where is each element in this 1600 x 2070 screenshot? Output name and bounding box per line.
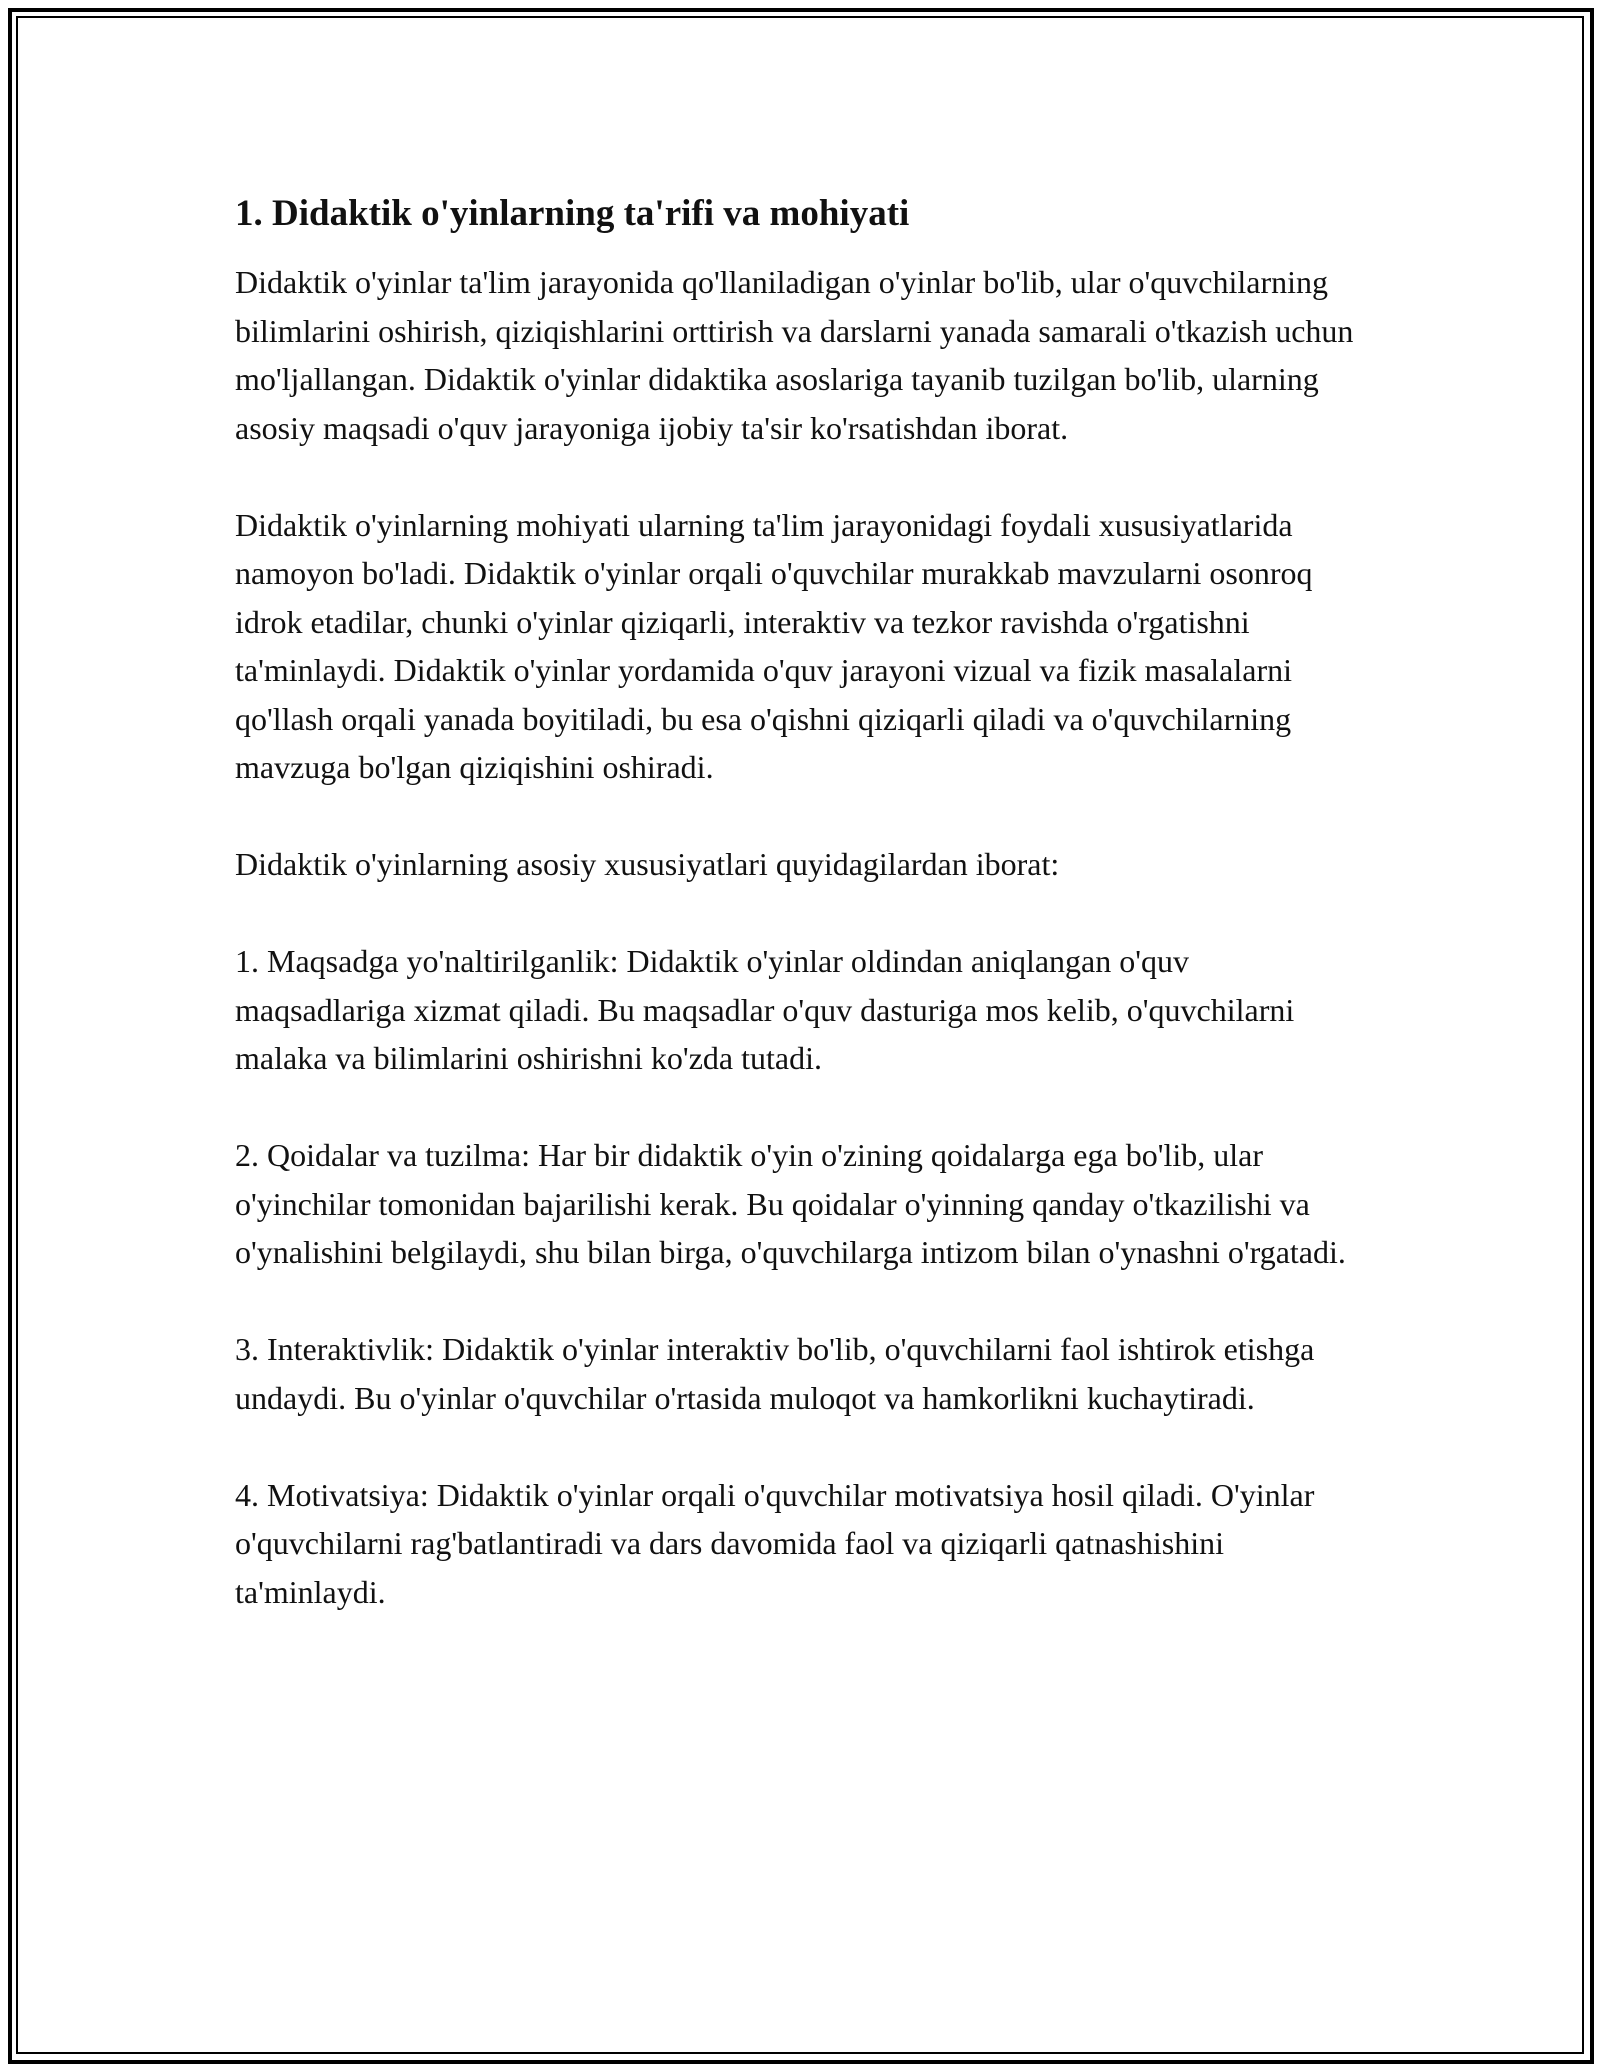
paragraph-essence: Didaktik o'yinlarning mohiyati ularning ta'lim jarayonidagi foydali xususiyatlarida namoyon bo'ladi. Didaktik o'yinlar orqali o'quvchilar murakkab mavzularni osonroq idrok etadilar, chunki o'yinlar qiziqarli, interaktiv va tezkor ravishda o'rgatishni ta'minlaydi. Didaktik o'yinlar yordamida o'quv jarayoni vizual va fizik masalalarni qo'llash orqali yanada boyitiladi, bu esa o'qishni qiziqarli qiladi va o'quvchilarning mavzuga bo'lgan qiziqishini oshiradi. [235, 506, 1313, 785]
list-item-purpose: 1. Maqsadga yo'naltirilganlik: Didaktik o'yinlar oldindan aniqlangan o'quv maqsadlariga xizmat qiladi. Bu maqsadlar o'quv dasturiga mos kelib, o'quvchilarni malaka va bilimlarini oshirishni ko'zda tutadi. [235, 943, 1295, 1076]
list-item-interactivity: 3. Interaktivlik: Didaktik o'yinlar interaktiv bo'lib, o'quvchilarni faol ishtirok etishga undaydi. Bu o'yinlar o'quvchilar o'rtasida muloqot va hamkorlikni kuchaytiradi. [235, 1331, 1315, 1416]
list-item-rules: 2. Qoidalar va tuzilma: Har bir didaktik o'yin o'zining qoidalarga ega bo'lib, ular o'yinchilar tomonidan bajarilishi kerak. Bu qoidalar o'yinning qanday o'tkazilishi va o'ynalishini belgilaydi, shu bilan birga, o'quvchilarga intizom bilan o'ynashni o'rgatadi. [235, 1137, 1346, 1270]
document-body [235, 188, 1365, 1665]
list-item-motivation: 4. Motivatsiya: Didaktik o'yinlar orqali o'quvchilar motivatsiya hosil qiladi. O'yinlar o'quvchilarni rag'batlantiradi va dars davomida faol va qiziqarli qatnashishini ta'minlaydi. [235, 1476, 1315, 1610]
paragraph-definition: Didaktik o'yinlar ta'lim jarayonida qo'llaniladigan o'yinlar bo'lib, ular o'quvchilarning bilimlarini oshirish, qiziqishlarini orttirish va darslarni yanada samarali o'tkazish uchun mo'ljallangan. Didaktik o'yinlar didaktika asoslariga tayanib tuzilgan bo'lib, ularning asosiy maqsadi o'quv jarayoniga ijobiy ta'sir ko'rsatishdan iborat. [235, 264, 1354, 446]
paragraph-features-intro: Didaktik o'yinlarning asosiy xususiyatlari quyidagilardan iborat: [235, 846, 1060, 882]
section-heading: 1. Didaktik o'yinlarning ta'rifi va mohiyati [235, 193, 910, 234]
